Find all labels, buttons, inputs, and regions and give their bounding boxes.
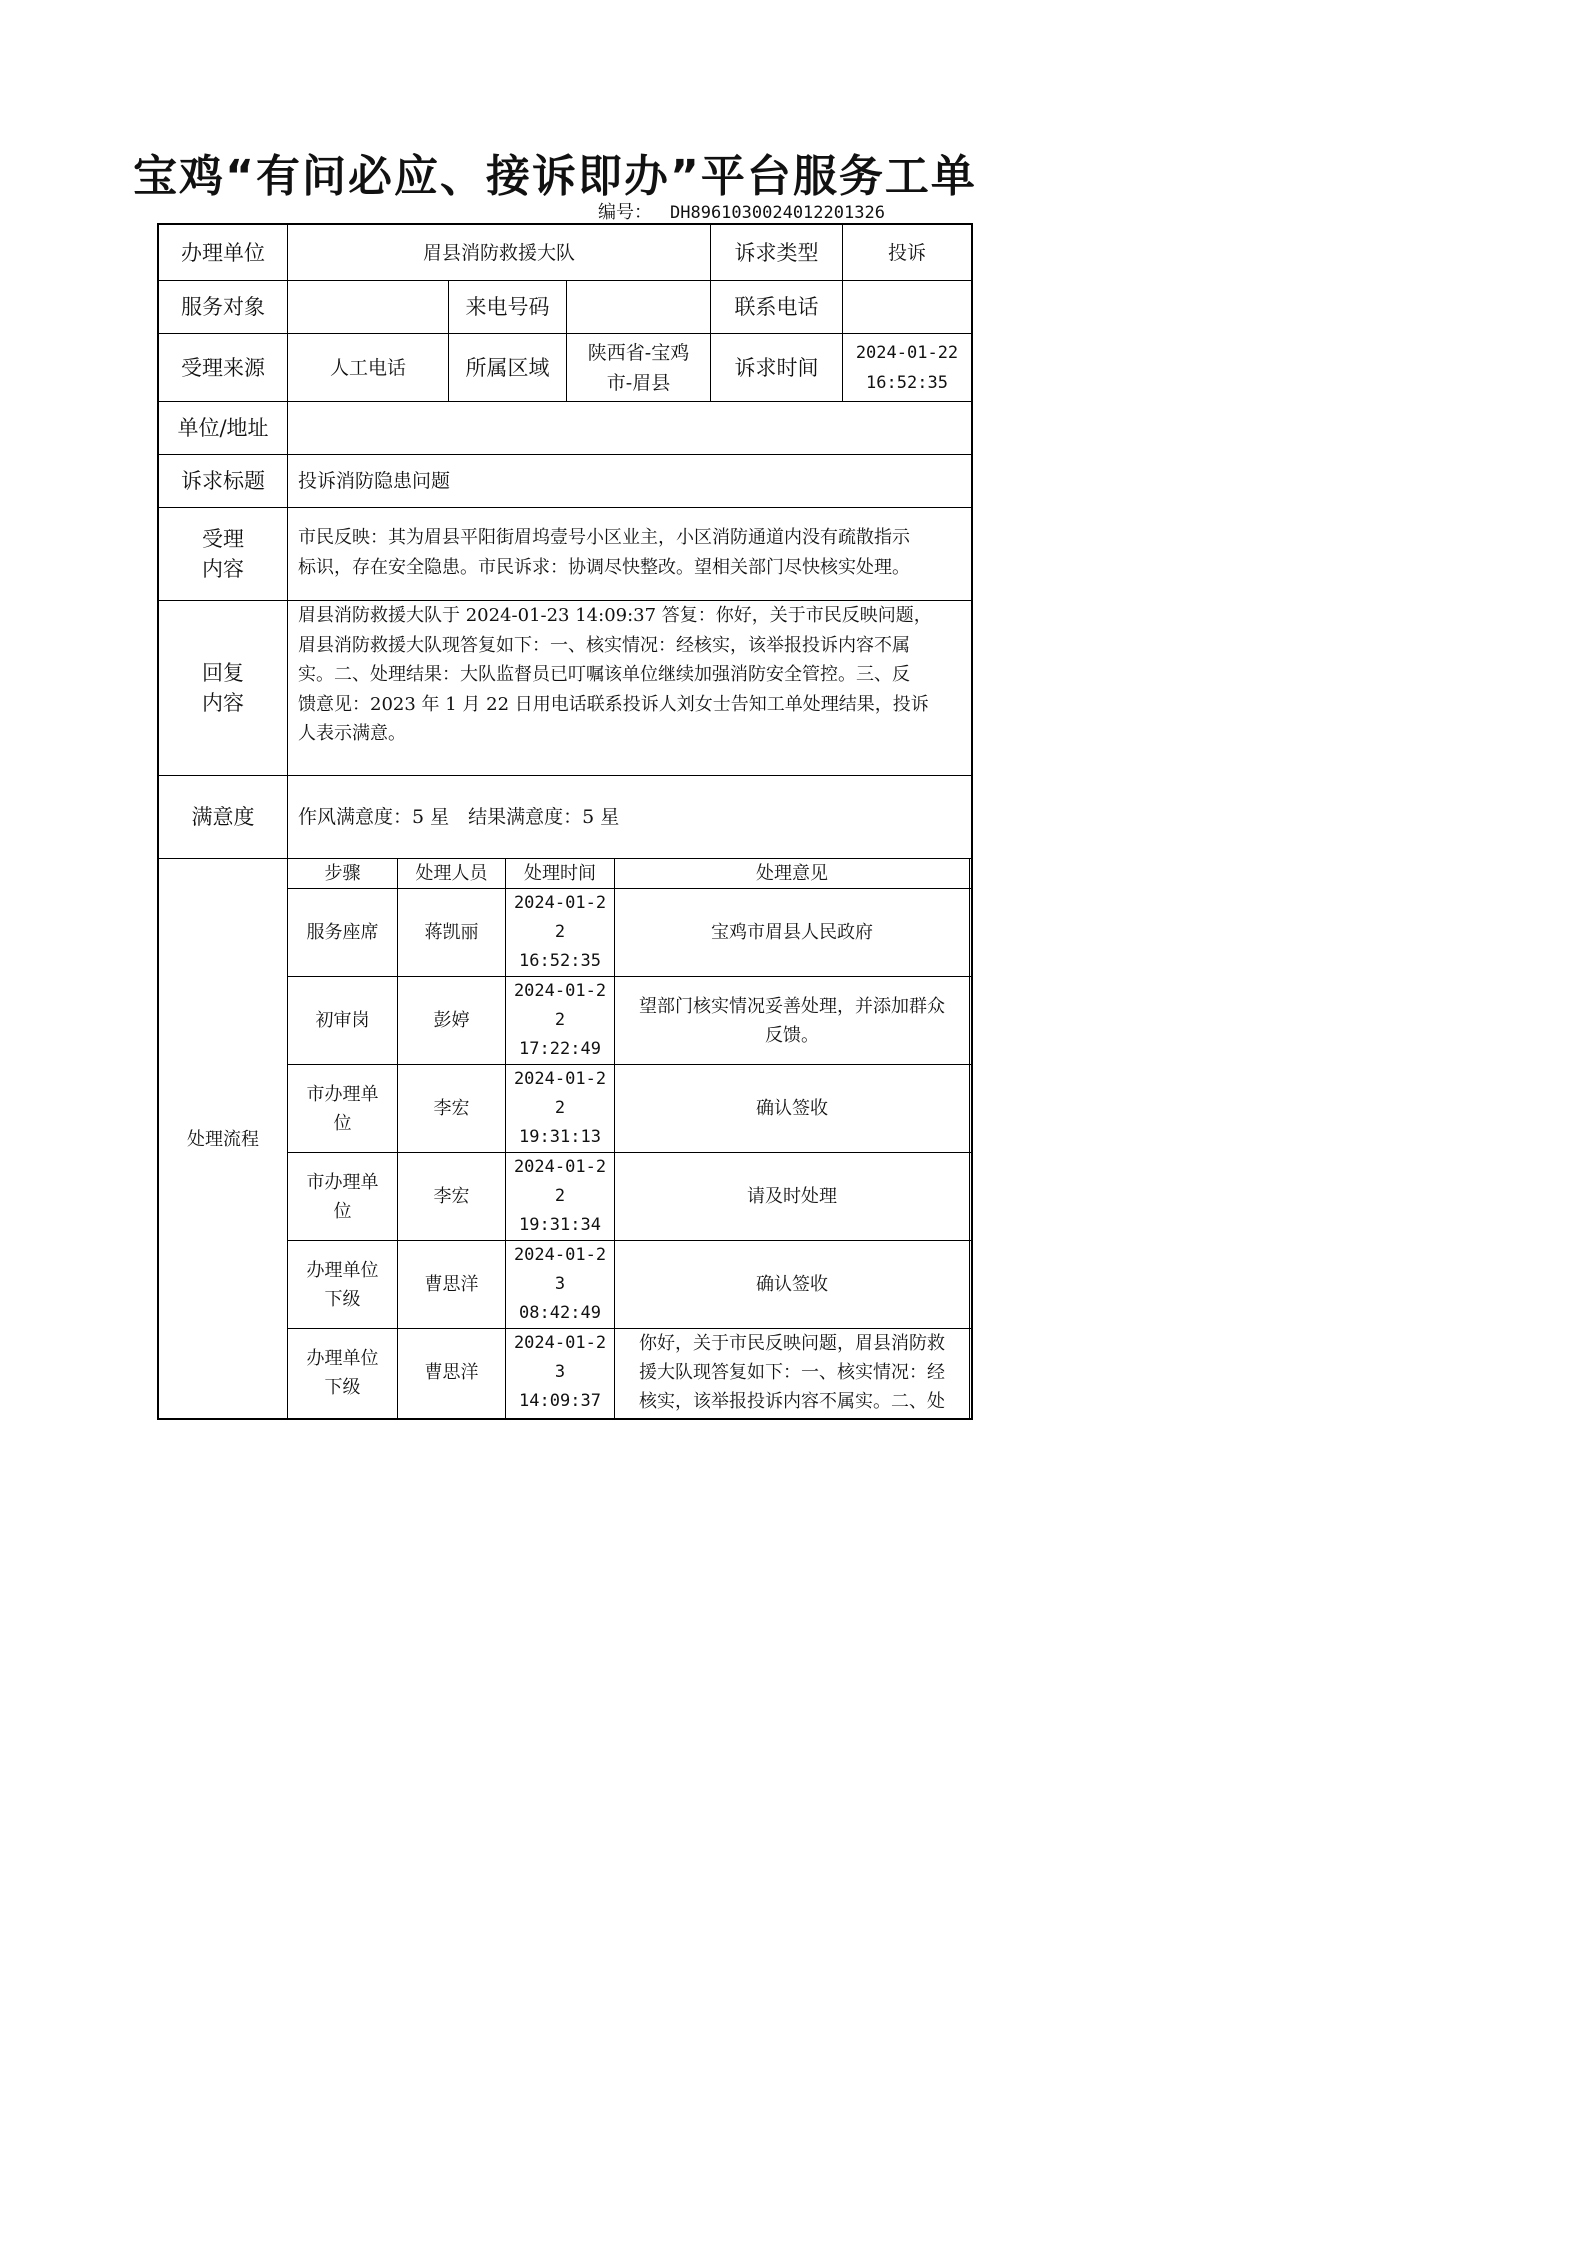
process-time-line: 17:22:49 — [519, 1039, 601, 1059]
process-time-line: 2 — [554, 1098, 566, 1118]
request-date: 2024-01-22 — [855, 342, 959, 363]
text-line: 馈意见：2023 年 1 月 22 日用电话联系投诉人刘女士告知工单处理结果，投诉 — [298, 693, 929, 715]
process-opinion-line: 请及时处理 — [747, 1186, 837, 1207]
process-time-line: 19:31:34 — [519, 1215, 601, 1235]
label-handling-unit: 办理单位 — [181, 240, 265, 265]
label-request-type: 诉求类型 — [734, 240, 819, 265]
process-step-line: 市办理单 — [306, 1083, 379, 1105]
document-title: 宝鸡“有问必应、接诉即办”平台服务工单 — [133, 151, 977, 202]
label-part: 回复 — [202, 661, 244, 685]
value-caller-number — [567, 281, 710, 333]
process-time — [506, 1241, 614, 1328]
process-header-step: 步骤 — [324, 863, 361, 884]
process-person-line: 曹思洋 — [424, 1362, 479, 1383]
process-time-line: 2024-01-2 — [513, 1333, 607, 1353]
label-address: 单位/地址 — [177, 416, 269, 440]
process-person-line: 李宏 — [433, 1098, 470, 1119]
process-step-line: 市办理单 — [306, 1171, 379, 1193]
process-header-opinion: 处理意见 — [756, 863, 828, 884]
process-time — [506, 889, 614, 976]
label-request-time: 诉求时间 — [734, 355, 819, 380]
value-address — [288, 402, 971, 454]
process-step — [288, 889, 397, 976]
label-intake-source: 受理来源 — [181, 355, 265, 380]
process-step — [288, 1065, 397, 1152]
text-line: 眉县消防救援大队现答复如下：一、核实情况：经核实，该举报投诉内容不属 — [298, 634, 910, 656]
process-header-time: 处理时间 — [524, 863, 596, 884]
label-part: 内容 — [202, 691, 244, 715]
process-person — [398, 1065, 505, 1152]
process-time-line: 16:52:35 — [519, 951, 601, 971]
process-opinion — [615, 1241, 969, 1328]
process-opinion-long — [615, 1329, 969, 1416]
label-region: 所属区域 — [465, 355, 550, 380]
process-step — [288, 1153, 397, 1240]
value-handling-unit: 眉县消防救援大队 — [422, 241, 575, 264]
process-time-line: 2024-01-2 — [513, 1157, 607, 1177]
process-opinion-line: 确认签收 — [756, 1098, 828, 1119]
process-time-line: 2 — [554, 1186, 566, 1206]
process-header-person: 处理人员 — [415, 863, 488, 884]
process-person — [398, 1329, 505, 1416]
process-opinion — [615, 977, 969, 1064]
process-step-line: 位 — [333, 1112, 352, 1134]
process-time-line: 2 — [554, 1010, 566, 1030]
process-time-line: 19:31:13 — [519, 1127, 601, 1147]
work-order-table — [157, 223, 973, 1420]
process-time-line: 2024-01-2 — [513, 981, 607, 1001]
process-opinion-line: 确认签收 — [756, 1274, 828, 1295]
process-opinion-long-line: 你好，关于市民反映问题，眉县消防救 — [639, 1333, 945, 1354]
process-person-line: 李宏 — [433, 1186, 470, 1207]
process-opinion-line: 反馈。 — [765, 1024, 819, 1046]
label-part: 受理 — [202, 527, 244, 551]
process-step-line: 位 — [333, 1200, 352, 1222]
value-contact-phone — [843, 281, 971, 333]
text-line: 市民反映：其为眉县平阳街眉坞壹号小区业主，小区消防通道内没有疏散指示 — [298, 527, 910, 548]
process-time-line: 08:42:49 — [519, 1303, 601, 1323]
region-line: 陕西省-宝鸡 — [587, 341, 690, 364]
process-step — [288, 1329, 397, 1416]
value-subject: 投诉消防隐患问题 — [298, 470, 451, 492]
serial-number — [598, 198, 885, 224]
accepted-content-text — [298, 523, 966, 582]
reply-content-text — [298, 601, 966, 749]
serial-value: DH8961030024012201326 — [670, 203, 885, 223]
process-time — [506, 977, 614, 1064]
text-line: 眉县消防救援大队于 2024-01-23 14:09:37 答复：你好，关于市民反映问题， — [298, 605, 932, 626]
text-line: 标识，存在安全隐患。市民诉求：协调尽快整改。望相关部门尽快核实处理。 — [298, 556, 910, 578]
process-opinion-long-line: 核实，该举报投诉内容不属实。二、处 — [639, 1391, 945, 1412]
process-opinion-line: 宝鸡市眉县人民政府 — [711, 922, 873, 943]
label-accepted-content — [159, 508, 287, 600]
text-line: 实。二、处理结果：大队监督员已叮嘱该单位继续加强消防安全管控。三、反 — [298, 664, 910, 685]
process-step-line: 办理单位 — [306, 1259, 379, 1281]
process-person-line: 蒋凯丽 — [424, 922, 479, 943]
process-step-line: 办理单位 — [306, 1347, 379, 1369]
process-step-line: 初审岗 — [315, 1010, 370, 1031]
process-time-line: 2024-01-2 — [513, 1069, 607, 1089]
process-step — [288, 1241, 397, 1328]
process-time-line: 2 — [554, 922, 566, 942]
process-person — [398, 1153, 505, 1240]
value-intake-source: 人工电话 — [329, 356, 406, 379]
process-time-line: 3 — [554, 1274, 566, 1294]
process-time — [506, 1065, 614, 1152]
process-time-line: 2024-01-2 — [513, 1245, 607, 1265]
process-opinion-long-line: 援大队现答复如下：一、核实情况：经 — [639, 1362, 945, 1383]
serial-label: 编号： — [598, 202, 652, 223]
label-caller-number: 来电号码 — [465, 295, 550, 319]
label-reply-content — [159, 601, 287, 775]
label-subject: 诉求标题 — [181, 469, 265, 493]
process-person-line: 彭婷 — [433, 1010, 470, 1031]
process-opinion — [615, 1153, 969, 1240]
process-person-line: 曹思洋 — [424, 1274, 479, 1295]
value-service-target — [288, 281, 448, 333]
label-contact-phone: 联系电话 — [734, 295, 819, 319]
value-request-type: 投诉 — [887, 241, 926, 264]
process-time-line: 14:09:37 — [519, 1391, 601, 1411]
region-line: 市-眉县 — [606, 371, 671, 394]
process-opinion — [615, 1065, 969, 1152]
process-person — [398, 1241, 505, 1328]
value-satisfaction: 作风满意度：5 星 结果满意度：5 星 — [298, 806, 620, 828]
process-step-line: 服务座席 — [306, 922, 379, 943]
process-step — [288, 977, 397, 1064]
label-process-flow: 处理流程 — [187, 1128, 259, 1150]
process-time — [506, 1153, 614, 1240]
process-person — [398, 889, 505, 976]
process-time-line: 2024-01-2 — [513, 893, 607, 913]
value-region — [567, 334, 710, 401]
label-service-target: 服务对象 — [181, 295, 265, 319]
request-clock: 16:52:35 — [866, 372, 948, 393]
label-satisfaction: 满意度 — [191, 805, 255, 829]
process-step-line: 下级 — [324, 1288, 361, 1310]
value-request-time — [843, 334, 971, 401]
process-person — [398, 977, 505, 1064]
process-opinion-line: 望部门核实情况妥善处理，并添加群众 — [639, 995, 945, 1017]
process-time-line: 3 — [554, 1362, 566, 1382]
process-step-line: 下级 — [324, 1376, 361, 1398]
label-part: 内容 — [202, 557, 244, 581]
process-time — [506, 1329, 614, 1416]
process-opinion — [615, 889, 969, 976]
text-line: 人表示满意。 — [298, 723, 406, 744]
